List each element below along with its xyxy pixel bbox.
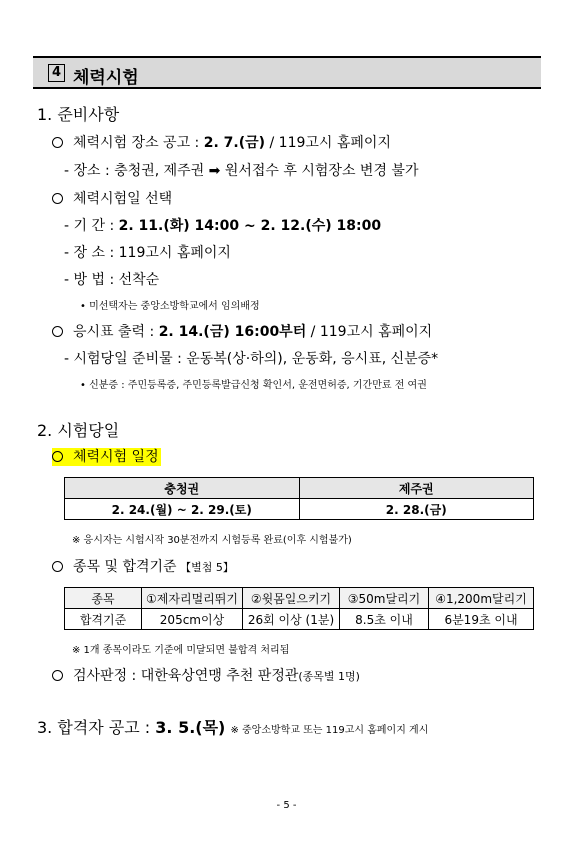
schedule-note: ※ 응시자는 시험시작 30분전까지 시험등록 완료(이후 시험불가) [72, 535, 352, 546]
table-cell: 205cm이상 [142, 609, 243, 630]
table-cell: 26회 이상 (1분) [243, 609, 340, 630]
heading-announcement: 3. 합격자 공고 : 3. 5.(목) ※ 중앙소방학교 또는 119고시 홈페이지 게시 [37, 718, 429, 737]
table-row [65, 478, 534, 499]
circle-bullet-icon [52, 561, 63, 572]
item-admission-ticket: 응시표 출력 : 2. 14.(금) 16:00부터 / 119고시 홈페이지 [52, 321, 432, 341]
id-note: • 신분증 : 주민등록증, 주민등록발급신청 확인서, 운전면허증, 기간만료 전 여권 [80, 380, 427, 391]
items-to-bring: - 시험당일 준비물 : 운동복(상·하의), 운동화, 응시표, 신분증* [64, 351, 439, 367]
table-cell: 2. 24.(월) ~ 2. 29.(토) [65, 499, 300, 520]
events-table [64, 587, 534, 630]
section-title: 체력시험 [73, 68, 139, 88]
circle-bullet-icon [52, 670, 63, 681]
method-row: - 방 법 : 선착순 [64, 272, 160, 288]
item-date-select: 체력시험일 선택 [52, 188, 172, 208]
table-header: ④1,200m달리기 [429, 588, 534, 609]
table-row [65, 499, 534, 520]
circle-bullet-icon [52, 193, 63, 204]
venue-sub-item: - 장소 : 충청권, 제주권 ➡ 원서접수 후 시험장소 변경 불가 [64, 163, 419, 179]
place-row: - 장 소 : 119고시 홈페이지 [64, 245, 231, 261]
item-events: 종목 및 합격기준 【별첨 5】 [52, 556, 234, 576]
table-cell: 합격기준 [65, 609, 142, 630]
table-header: 충청권 [65, 478, 300, 499]
section-banner [33, 56, 541, 89]
circle-bullet-icon [52, 326, 63, 337]
circle-bullet-icon [52, 137, 63, 148]
section-number: 4 [48, 64, 65, 82]
table-cell: 6분19초 이내 [429, 609, 534, 630]
table-header: 제주권 [299, 478, 534, 499]
item-judge: 검사판정 : 대한육상연맹 추천 판정관(종목별 1명) [52, 665, 360, 685]
table-header: 종목 [65, 588, 142, 609]
circle-bullet-icon [52, 451, 63, 462]
period-row: - 기 간 : 2. 11.(화) 14:00 ~ 2. 12.(수) 18:00 [64, 218, 382, 234]
table-row [65, 609, 534, 630]
table-header: ③50m달리기 [340, 588, 429, 609]
method-note: • 미선택자는 중앙소방학교에서 임의배정 [80, 301, 260, 312]
item-venue-notice: 체력시험 장소 공고 : 2. 7.(금) / 119고시 홈페이지 [52, 132, 391, 152]
table-header: ②윗몸일으키기 [243, 588, 340, 609]
heading-preparation: 1. 준비사항 [37, 105, 120, 124]
table-row [65, 588, 534, 609]
page-number: - 5 - [276, 800, 297, 811]
schedule-table [64, 477, 534, 520]
events-note: ※ 1개 종목이라도 기준에 미달되면 불합격 처리됨 [72, 645, 290, 656]
item-schedule: 체력시험 일정 [52, 446, 161, 466]
heading-exam-day: 2. 시험당일 [37, 421, 120, 440]
table-cell: 2. 28.(금) [299, 499, 534, 520]
table-header: ①제자리멀리뛰기 [142, 588, 243, 609]
table-cell: 8.5초 이내 [340, 609, 429, 630]
